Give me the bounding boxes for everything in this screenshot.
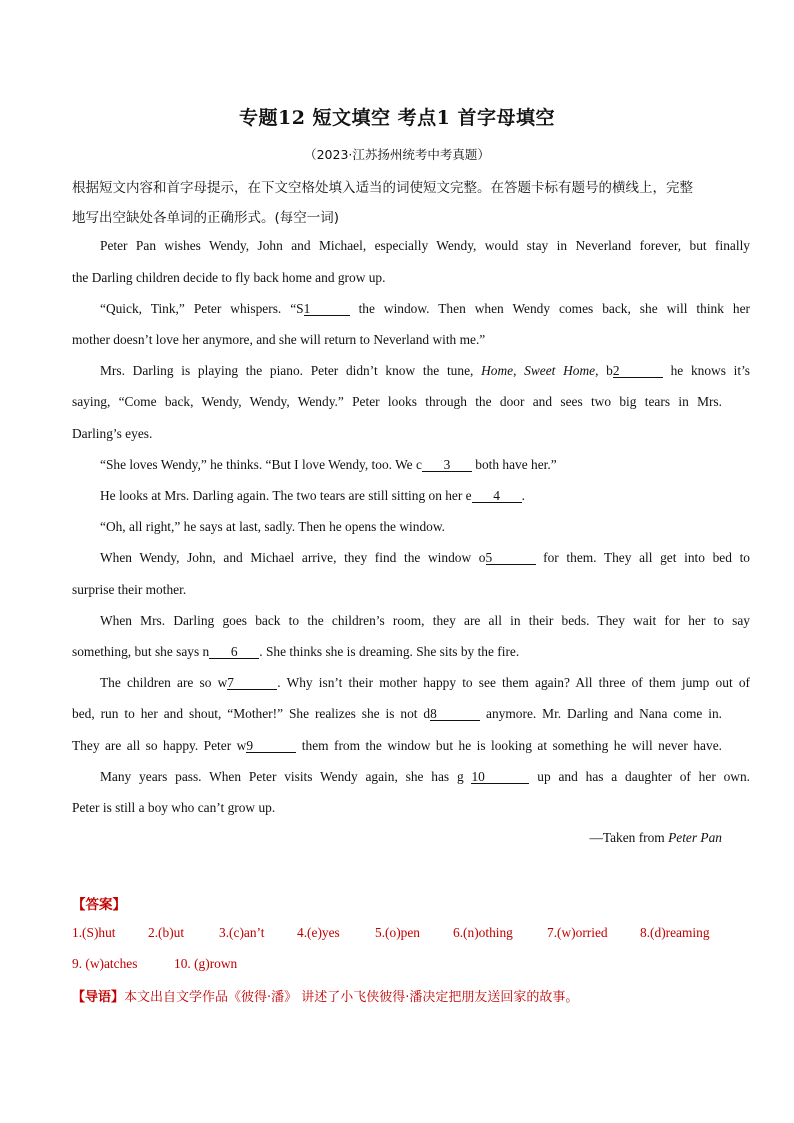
answer-item: 9. (w)atches	[72, 956, 138, 971]
passage-line: The children are so w7 . Why isn’t their mother happy to see them again? All three of them jump out of	[100, 675, 750, 690]
passage-credit: —Taken from Peter Pan	[589, 830, 722, 845]
answer-blank-8[interactable]: 8	[430, 707, 480, 721]
instructions-line-2: 地写出空缺处各单词的正确形式。(每空一词)	[72, 210, 340, 226]
book-title: Peter Pan	[668, 830, 722, 845]
answer-blank-5[interactable]: 5	[486, 551, 536, 565]
passage-line: mother doesn’t love her anymore, and she will return to Neverland with me.”	[72, 332, 486, 347]
answer-item: 6.(n)othing	[453, 925, 513, 940]
passage-line: Peter is still a boy who can’t grow up.	[72, 800, 276, 815]
question-source: （2023·江苏扬州统考中考真题）	[304, 147, 490, 162]
passage-line: the Darling children decide to fly back home and grow up.	[72, 270, 386, 285]
answer-blank-7[interactable]: 7	[227, 676, 277, 690]
answer-item: 4.(e)yes	[297, 925, 340, 940]
answer-item: 5.(o)pen	[375, 925, 420, 940]
answer-blank-2[interactable]: 2	[613, 364, 663, 378]
passage-line: Mrs. Darling is playing the piano. Peter didn’t know the tune, Home, Sweet Home, b2 he knows it’s	[100, 363, 750, 378]
answer-item: 7.(w)orried	[547, 925, 608, 940]
passage-line: They are all so happy. Peter w9 them from the window but he is looking at something he will never have.	[72, 738, 722, 753]
passage-line: When Mrs. Darling goes back to the children’s room, they are all in their beds. They wait for her to say	[100, 613, 750, 628]
answers-row-2	[72, 956, 237, 972]
answer-blank-6[interactable]: 6	[209, 645, 259, 659]
answer-item: 8.(d)reaming	[640, 925, 710, 940]
instructions-line-1: 根据短文内容和首字母提示，在下文空格处填入适当的词使短文完整。在答题卡标有题号的横线上，完整	[72, 180, 693, 196]
passage-line: Peter Pan wishes Wendy, John and Michael, especially Wendy, would stay in Neverland forever, but finally	[100, 238, 750, 253]
answer-blank-10[interactable]: 10	[471, 770, 529, 784]
passage-line: surprise their mother.	[72, 582, 187, 597]
passage-line: Darling’s eyes.	[72, 426, 153, 441]
answer-item: 3.(c)an’t	[219, 925, 265, 940]
guide-text: 本文出自文学作品《彼得·潘》 讲述了小飞侠彼得·潘决定把朋友送回家的故事。	[124, 990, 579, 1005]
answer-item: 2.(b)ut	[148, 925, 185, 940]
tune-title: Sweet Home	[524, 363, 596, 378]
answer-blank-3[interactable]: 3	[422, 458, 472, 472]
passage-line: Many years pass. When Peter visits Wendy again, she has g 10 up and has a daughter of her own.	[100, 769, 751, 784]
answer-blank-1[interactable]: 1	[304, 302, 350, 316]
passage-line: “She loves Wendy,” he thinks. “But I love Wendy, too. We c 3 both have her.”	[100, 457, 557, 472]
passage-line: When Wendy, John, and Michael arrive, they find the window o5 for them. They all get into bed to	[100, 550, 750, 565]
answers-heading: 【答案】	[72, 897, 126, 913]
page-title: 专题12 短文填空 考点1 首字母填空	[238, 107, 555, 129]
passage-line: bed, run to her and shout, “Mother!” She realizes she is not d8 anymore. Mr. Darling and Nana come in.	[72, 706, 722, 721]
guide-note	[72, 986, 578, 1005]
passage-line: saying, “Come back, Wendy, Wendy, Wendy.” Peter looks through the door and sees two big tears in Mrs.	[72, 394, 722, 409]
answer-blank-4[interactable]: 4	[472, 489, 522, 503]
passage-line: “Oh, all right,” he says at last, sadly. Then he opens the window.	[100, 519, 445, 534]
answer-item: 10. (g)rown	[174, 956, 238, 971]
passage-line: He looks at Mrs. Darling again. The two tears are still sitting on her e 4 .	[100, 488, 525, 503]
passage-line: something, but she says n 6 . She thinks she is dreaming. She sits by the fire.	[72, 644, 520, 659]
answers-row-1	[72, 925, 710, 941]
tune-title: Home	[481, 363, 514, 378]
answer-item: 1.(S)hut	[72, 925, 116, 940]
guide-label: 【导语】	[72, 990, 125, 1005]
passage-line: “Quick, Tink,” Peter whispers. “S1 the window. Then when Wendy comes back, she will think her	[100, 301, 750, 316]
answer-blank-9[interactable]: 9	[246, 739, 296, 753]
